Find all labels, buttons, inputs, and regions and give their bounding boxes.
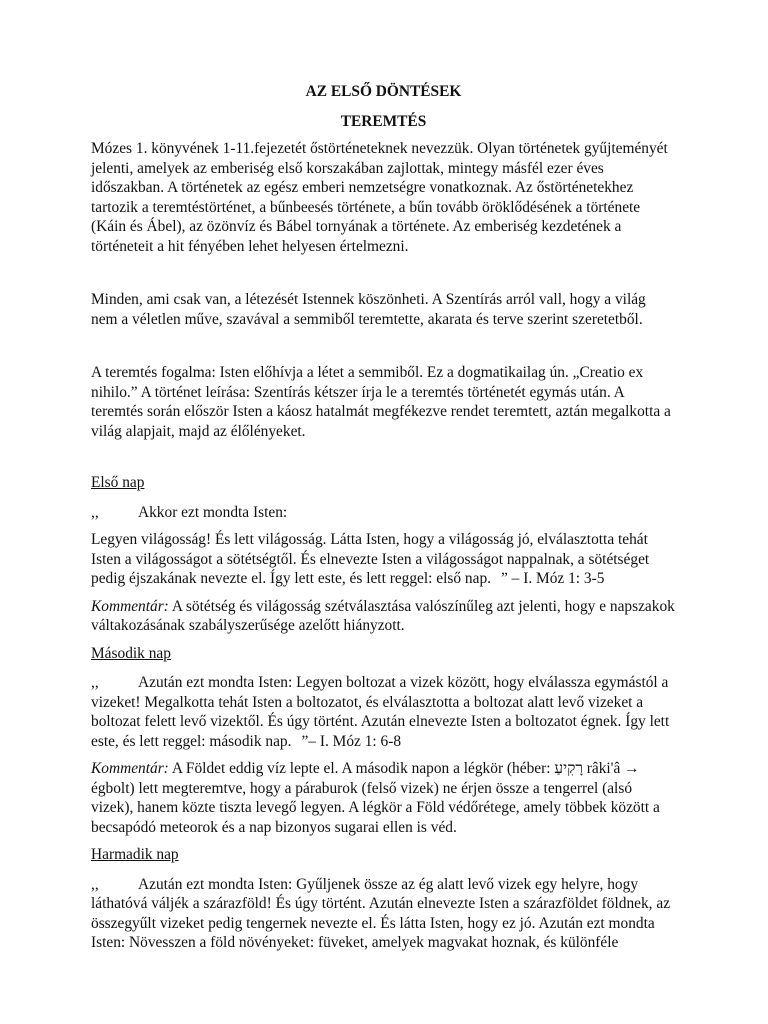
quote-mark: ,, [91,503,99,521]
bible-quote [91,673,676,751]
spacer [91,329,676,363]
intro-paragraph: A teremtés fogalma: Isten előhívja a létet a semmiből. Ez a dogmatikailag ún. „Creatio ex nihilo.” A történet leírása: Szentírás kétszer írja le a teremtés történetét egymás után. A teremtés során először Isten a káosz hatalmát megfékezve rendet teremtett, aztán megalkotta a világ alapjait, majd az élőlényeket. [91,364,671,440]
day-heading: Második nap [91,644,171,662]
quote-mark: ,, [91,674,99,691]
document-title: AZ ELSŐ DÖNTÉSEK [305,83,462,100]
commentary [91,597,676,636]
quote-body: Legyen világosság! És lett világosság. Látta Isten, hogy a világosság jó, elválasztotta tehát Isten a világosságot a sötétségtől. És elnevezte Isten a világosságot nappalnak, a sötétséget pedig éjszakának nevezte el. Így lett este, és lett reggel: első nap. [91,531,650,587]
commentary-text: A Földet eddig víz lepte el. A második napon a légkör (héber: רָקִיעַ râki'â → égbolt) lett megteremtve, hogy a páraburok (felső vizek) ne érjen össze a tengerrel (alsó vizek), hanem közte tiszta levegő legyen. A légkör a Föld védőrétege, amely többek között a becsapódó meteorok és a nap bizonyos sugarai ellen is véd. [91,760,660,836]
spacer [91,441,676,473]
quote-lead: Akkor ezt mondta Isten: [138,503,288,521]
day-heading: Harmadik nap [91,846,179,863]
day-heading: Első nap [91,474,145,491]
quote-intro-line [91,503,676,523]
bible-reference: ” – I. Móz 1: 3-5 [501,570,605,587]
bible-quote [91,875,676,953]
intro-paragraph: Mózes 1. könyvének 1-11.fejezetét őstörténeteknek nevezzük. Olyan történetek gyűjteményét jelenti, amelyek az emberiség első korszakában zajlottak, mintegy másfél ezer éves időszakban. A történetek az egész emberi nemzetségre vonatkoznak. Az őstörténetekhez tartozik a teremtéstörténet, a bűnbeesés története, a bűn tovább öröklődésének a története (Káin és Ábel), az özönvíz és Bábel tornyának a története. Az emberiség kezdetének a történeteit a hit fényében lehet helyesen értelmezni. [91,140,668,255]
document-subtitle: TEREMTÉS [340,112,427,130]
intro-paragraph: Minden, ami csak van, a létezését Istennek köszönheti. A Szentírás arról vall, hogy a világ nem a véletlen műve, szavával a semmiből teremtette, akarata és terve szerint szeretetből. [91,291,646,328]
bible-reference: ”– I. Móz 1: 6-8 [301,732,402,750]
quote-body: Azután ezt mondta Isten: Legyen boltozat a vizek között, hogy elválassza egymástól a vizeket! Megalkotta tehát Isten a boltozatot, és elválasztotta a boltozat alatt levő vizeket a boltozat felett levő vizektől. És úgy történt. Azután elnevezte Isten a boltozatot égnek. Így lett este, és lett reggel: második nap. [91,674,670,750]
commentary [91,759,676,837]
commentary-text: A sötétség és világosság szétválasztása valószínűleg azt jelenti, hogy e napszakok váltakozásának szabályszerűsége azelőtt hiányzott. [91,597,675,634]
spacer [91,256,676,290]
bible-quote [91,530,676,589]
commentary-label: Kommentár: [91,597,169,615]
quote-body: Azután ezt mondta Isten: Gyűljenek össze az ég alatt levő vizek egy helyre, hogy láthatóvá váljék a szárazföld! És úgy történt. Azután elnevezte Isten a szárazföldet földnek, az összegyűlt vizeket pedig tengernek nevezte el. És látta Isten, hogy ez jó. Azután ezt mondta Isten: Növesszen a föld növényeket: füveket, amelyek magvakat hoznak, és különféle [91,875,671,951]
commentary-label: Kommentár: [91,760,169,777]
quote-mark: ,, [91,875,99,893]
